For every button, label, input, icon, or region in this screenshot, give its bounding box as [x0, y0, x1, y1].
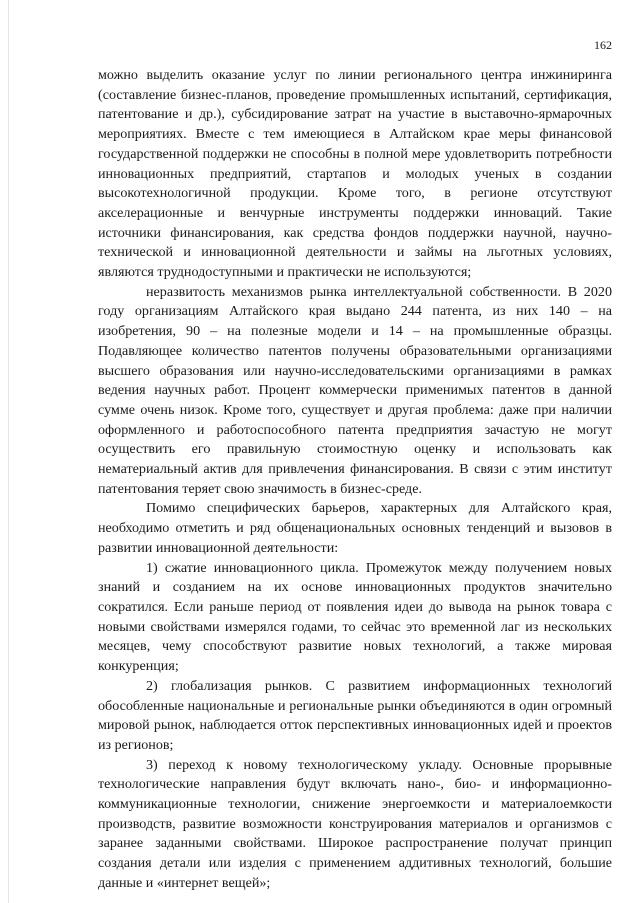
list-item-globalization: 2) глобализация рынков. С развитием информационных технологий обособленные национальные и региональные рынки объединяются в один огромный мировой рынок, наблюдается отток перспективных инновационных идей и проектов из регионов;	[98, 677, 612, 753]
scan-edge-line	[8, 0, 9, 903]
list-item-technological-order: 3) переход к новому технологическому укладу. Основные прорывные технологические направления будут включать нано-, био- и информационно-коммуникационные технологии, снижение энергоемкости и материалоемкости производств, развитие возможности конструирования материалов и организмов с заранее заданными свойствами. Широкое распространение получат принцип создания детали или изделия с применением аддитивных технологий, большие данные и «интернет вещей»;	[98, 756, 612, 891]
list-item-innovation-cycle: 1) сжатие инновационного цикла. Промежуток между получением новых знаний и созданием на их основе инновационных продуктов значительно сократился. Если раньше период от появления идеи до вывода на рынок товара с новыми свойствами измерялся годами, то сейчас это временной лаг из нескольких месяцев, чему способствуют развитие новых технологий, а также мировая конкуренция;	[98, 559, 612, 675]
paragraph-national-trends: Помимо специфических барьеров, характерных для Алтайского края, необходимо отметить и ряд общенациональных основных тенденций и вызовов в развитии инновационной деятельности:	[98, 500, 612, 556]
paragraph-continuation-support-measures: можно выделить оказание услуг по линии регионального центра инжиниринга (составление бизнес-планов, проведение промышленных испытаний, сертификация, патентование и др.), субсидирование затрат на участие в выставочно-ярмарочных мероприятиях. Вместе с тем имеющиеся в Алтайском крае меры финансовой государственной поддержки не способны в полной мере удовлетворить потребности инновационных предприятий, стартапов и молодых ученых в создании высокотехнологичной продукции. Кроме того, в регионе отсутствуют акселерационные и венчурные инструменты поддержки инноваций. Такие источники финансирования, как средства фондов поддержки научной, научно-технической и инновационной деятельности и займы на льготных условиях, являются труднодоступными и практически не используются;	[98, 67, 612, 281]
document-body	[98, 66, 612, 894]
page-number: 162	[594, 38, 612, 52]
paragraph-ip-market: неразвитость механизмов рынка интеллектуальной собственности. В 2020 году организациям Алтайского края выдано 244 патента, из них 140 – на изобретения, 90 – на полезные модели и 14 – на промышленные образцы. Подавляющее количество патентов получены образовательными организациями высшего образования или научно-исследовательскими организациями в рамках ведения научных работ. Процент коммерчески применимых патентов в данной сумме очень низок. Кроме того, существует и другая проблема: даже при наличии оформленного и работоспособного патента предприятия зачастую не могут осуществить его правильную стоимостную оценку и использовать как нематериальный актив для привлечения финансирования. В связи с этим институт патентования теряет свою значимость в бизнес-среде.	[98, 283, 612, 497]
